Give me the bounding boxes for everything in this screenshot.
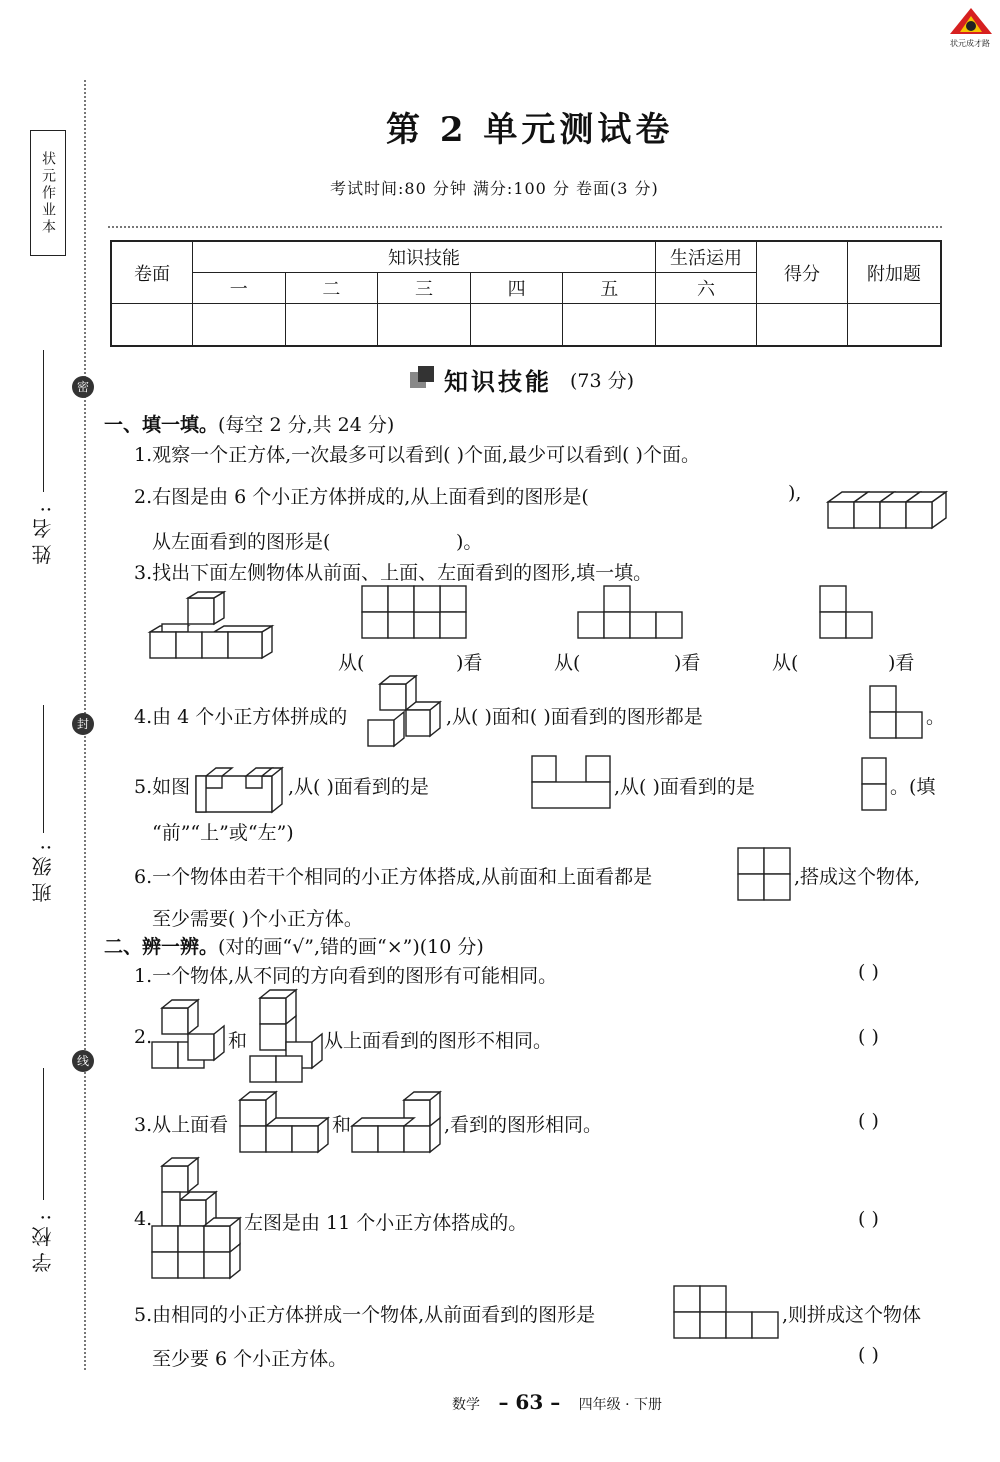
q6-view xyxy=(738,848,792,900)
q3-look-1: )看 xyxy=(456,652,483,674)
score-cell[interactable] xyxy=(111,304,193,346)
col-6: 六 xyxy=(656,273,757,304)
p2-q3c: ,看到的图形相同。 xyxy=(444,1114,603,1136)
logo-text: 状元成才路 xyxy=(950,39,990,48)
score-table xyxy=(110,240,942,347)
logo-icon xyxy=(948,6,994,40)
p2-answer-3[interactable]: ( ) xyxy=(858,1110,879,1132)
p1-q6a: 6.一个物体由若干个相同的小正方体搭成,从前面和上面看都是 xyxy=(134,866,653,888)
p1-q5d: 。(填 xyxy=(890,776,936,798)
footer-grade: 四年级 · 下册 xyxy=(578,1397,663,1413)
p1-q4b: ,从( )面和( )面看到的图形都是 xyxy=(446,706,703,728)
score-cell[interactable] xyxy=(656,304,757,346)
score-cell[interactable] xyxy=(757,304,848,346)
q4-cube-figure xyxy=(368,676,444,750)
p1-q5a: 5.如图 xyxy=(134,776,191,798)
score-cell[interactable] xyxy=(193,304,286,346)
p2-q4a: 4. xyxy=(134,1208,153,1230)
p2-answer-4[interactable]: ( ) xyxy=(858,1208,879,1230)
col-3: 三 xyxy=(378,273,471,304)
footer-subject: 数学 xyxy=(452,1397,480,1413)
book-stamp: 状元作业本 xyxy=(30,130,66,256)
p2-answer-1[interactable]: ( ) xyxy=(858,961,879,983)
cell-shenghuo: 生活运用 xyxy=(656,241,757,273)
p1-q2b-end: )。 xyxy=(456,531,483,553)
part1-note: (每空 2 分,共 24 分) xyxy=(218,414,395,436)
p2-q3-figure-1 xyxy=(240,1090,330,1156)
seal-mi: 密 xyxy=(72,376,94,398)
score-cell[interactable] xyxy=(563,304,656,346)
section-title: 知识技能 xyxy=(444,368,552,396)
p1-q2a: 2.右图是由 6 个小正方体拼成的,从上面看到的图形是( xyxy=(134,486,589,508)
part2-heading: 二、辨一辨。 xyxy=(104,936,219,958)
p1-q6b: ,搭成这个物体, xyxy=(794,866,921,888)
q3-view-3 xyxy=(820,586,874,640)
p1-q4a: 4.由 4 个小正方体拼成的 xyxy=(134,706,348,728)
name-blank xyxy=(43,350,44,492)
class-blank xyxy=(43,705,44,833)
seal-feng: 封 xyxy=(72,713,94,735)
q3-look-3: )看 xyxy=(888,652,915,674)
q5-object xyxy=(196,752,288,814)
q3-from-3: 从( xyxy=(772,652,799,674)
exam-info: 考试时间:80 分钟 满分:100 分 卷面(3 分) xyxy=(330,179,659,198)
p1-q2b: 从左面看到的图形是( xyxy=(152,531,331,553)
section-score: (73 分) xyxy=(570,370,635,392)
q3-look-2: )看 xyxy=(674,652,701,674)
p2-q2a: 2. xyxy=(134,1026,153,1048)
p2-q4b: 左图是由 11 个小正方体搭成的。 xyxy=(244,1212,528,1234)
p2-q3a: 3.从上面看 xyxy=(134,1114,229,1136)
p2-q2-figure-2 xyxy=(250,990,326,1086)
p2-q2b: 和 xyxy=(228,1030,248,1052)
p1-q3: 3.找出下面左侧物体从前面、上面、左面看到的图形,填一填。 xyxy=(134,562,653,584)
p2-q5-view xyxy=(674,1286,780,1338)
cell-defen: 得分 xyxy=(757,241,848,304)
section-icon xyxy=(408,364,438,392)
q5-view-2 xyxy=(862,758,888,810)
col-4: 四 xyxy=(470,273,563,304)
name-label: 姓名: xyxy=(31,500,55,565)
p2-q3-figure-2 xyxy=(352,1090,442,1156)
page-number: – 63 – xyxy=(498,1390,561,1414)
col-2: 二 xyxy=(285,273,378,304)
q2-cube-figure xyxy=(828,490,952,536)
p2-q5b: ,则拼成这个物体 xyxy=(782,1304,922,1326)
p1-q2a-end: ), xyxy=(788,482,802,504)
page-title: 第 2 单元测试卷 xyxy=(386,110,674,150)
p1-q4c: 。 xyxy=(926,706,946,728)
p2-q5a: 5.由相同的小正方体拼成一个物体,从前面看到的图形是 xyxy=(134,1304,596,1326)
q3-from-1: 从( xyxy=(338,652,365,674)
p2-q1: 1.一个物体,从不同的方向看到的图形有可能相同。 xyxy=(134,965,558,987)
school-label: 学校: xyxy=(31,1208,55,1273)
q5-view-1 xyxy=(532,756,612,810)
cell-fujia: 附加题 xyxy=(848,241,942,304)
p2-q2c: 从上面看到的图形不相同。 xyxy=(324,1030,553,1052)
part2-note: (对的画“√”,错的画“×”)(10 分) xyxy=(218,936,484,958)
p1-q5b: ,从( )面看到的是 xyxy=(288,776,429,798)
score-cell[interactable] xyxy=(470,304,563,346)
seal-xian: 线 xyxy=(72,1050,94,1072)
score-cell[interactable] xyxy=(848,304,942,346)
q3-from-2: 从( xyxy=(554,652,581,674)
class-label: 班级: xyxy=(31,838,55,903)
p2-q5c: 至少要 6 个小正方体。 xyxy=(152,1348,348,1370)
q4-view xyxy=(870,686,924,738)
cell-juanmian: 卷面 xyxy=(111,241,193,304)
q3-object xyxy=(150,592,274,664)
col-5: 五 xyxy=(563,273,656,304)
p1-q5e: “前”“上”或“左”) xyxy=(152,822,294,844)
score-cell[interactable] xyxy=(285,304,378,346)
col-1: 一 xyxy=(193,273,286,304)
p2-q2-figure-1 xyxy=(152,1000,228,1072)
p2-answer-2[interactable]: ( ) xyxy=(858,1026,879,1048)
p2-answer-5[interactable]: ( ) xyxy=(858,1344,879,1366)
p1-q5c: ,从( )面看到的是 xyxy=(614,776,755,798)
score-cell[interactable] xyxy=(378,304,471,346)
part1-heading: 一、填一填。 xyxy=(104,414,219,436)
q3-view-1 xyxy=(362,586,466,640)
school-blank xyxy=(43,1068,44,1200)
p2-q3b: 和 xyxy=(332,1114,352,1136)
cell-zhishi: 知识技能 xyxy=(193,241,656,273)
q3-view-2 xyxy=(578,586,682,640)
p2-q4-figure xyxy=(152,1158,244,1282)
p1-q6c: 至少需要( )个小正方体。 xyxy=(152,908,363,930)
divider xyxy=(108,226,942,228)
p1-q1: 1.观察一个正方体,一次最多可以看到( )个面,最少可以看到( )个面。 xyxy=(134,444,700,466)
